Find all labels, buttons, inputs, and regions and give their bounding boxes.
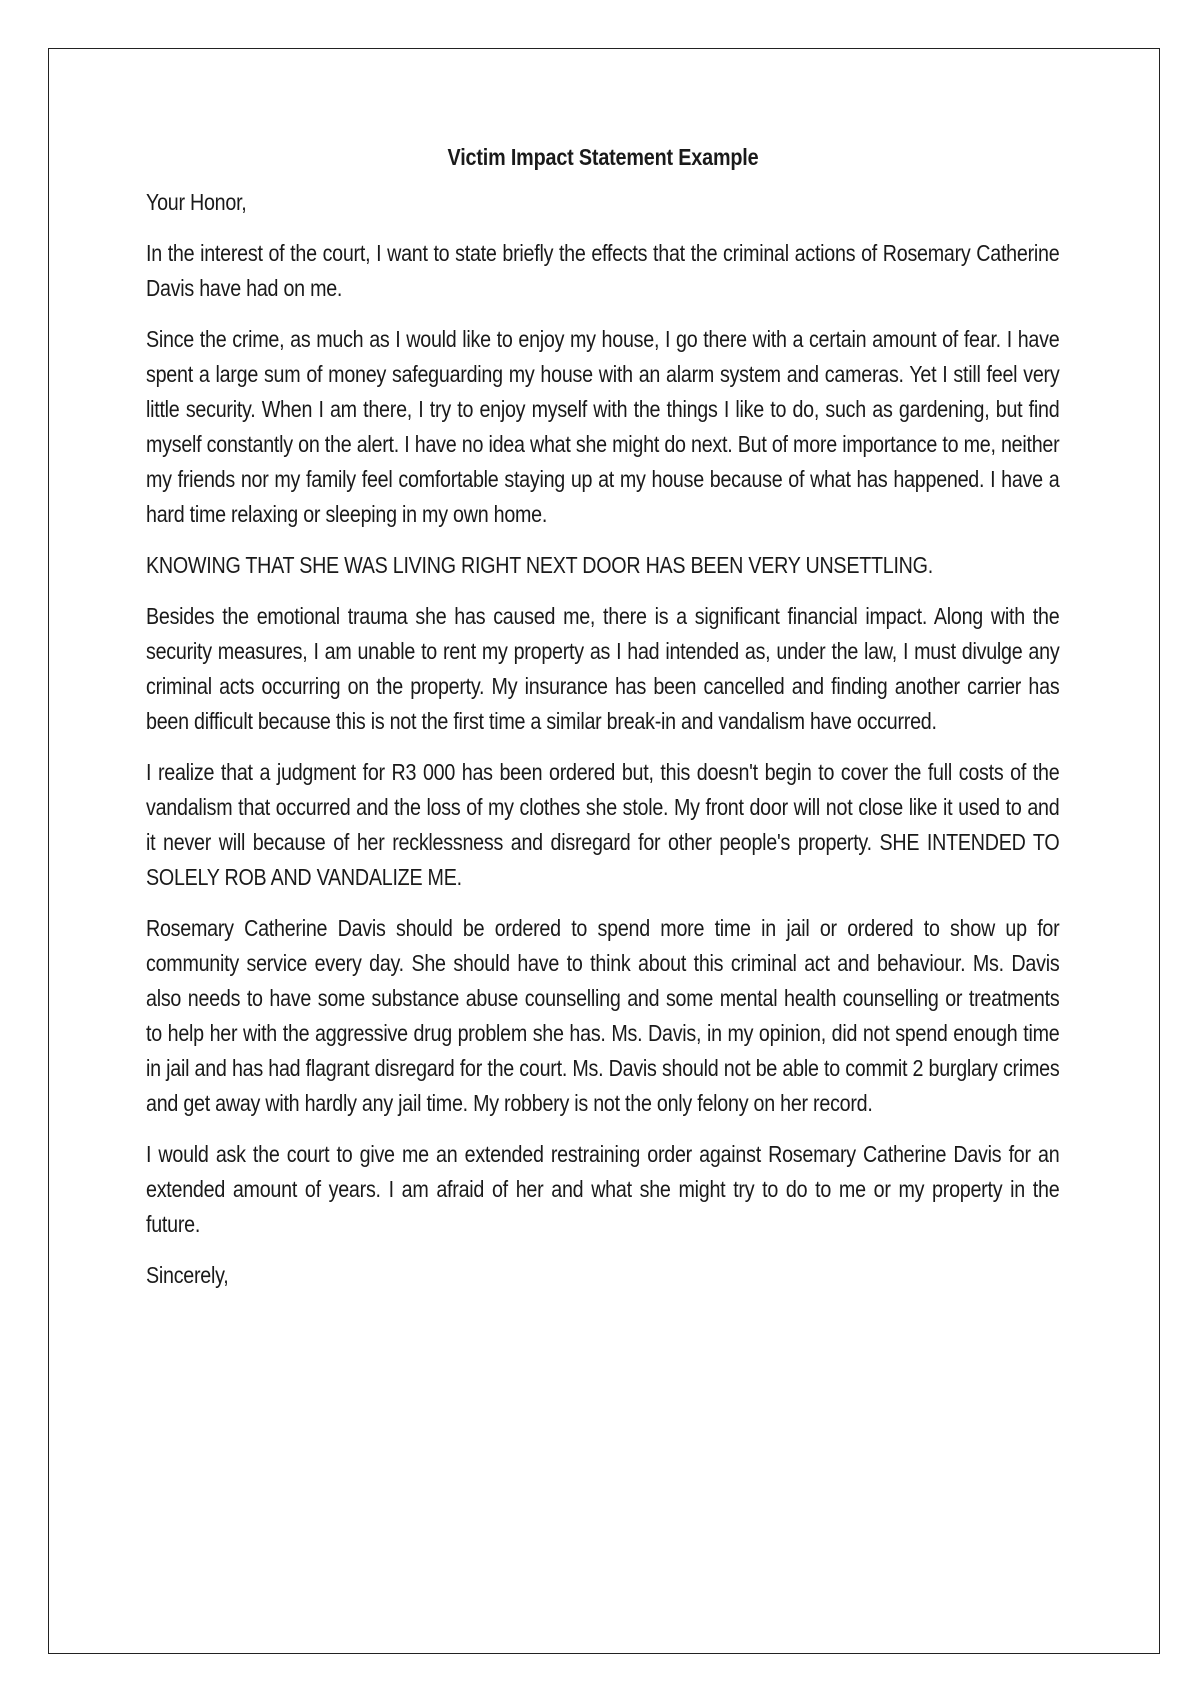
paragraph xyxy=(146,548,1060,583)
salutation xyxy=(146,185,1060,220)
paragraph-text: In the interest of the court, I want to state briefly the effects that the criminal actions of Rosemary Catherine Davis have had on me. xyxy=(146,240,1060,301)
paragraph-text: Since the crime, as much as I would like to enjoy my house, I go there with a certain amount of fear. I have spent a large sum of money safeguarding my house with an alarm system and cameras. Yet I still feel very little security. When I am there, I try to enjoy myself with the things I like to do, such as gardening, but find myself constantly on the alert. I have no idea what she might do next. But of more importance to me, neither my friends nor my family feel comfortable staying up at my house because of what has happened. I have a hard time relaxing or sleeping in my own home. xyxy=(146,326,1060,527)
closing xyxy=(146,1258,1060,1293)
paragraph-text: KNOWING THAT SHE WAS LIVING RIGHT NEXT DOOR HAS BEEN VERY UNSETTLING. xyxy=(146,552,933,578)
paragraph-text: I would ask the court to give me an extended restraining order against Rosemary Catherine Davis for an extended amount of years. I am afraid of her and what she might try to do to me or my property in the future. xyxy=(146,1141,1060,1237)
paragraph-text: Besides the emotional trauma she has caused me, there is a significant financial impact. Along with the security measures, I am unable to rent my property as I had intended as, under the law, I must divulge any criminal acts occurring on the property. My insurance has been cancelled and finding another carrier has been difficult because this is not the first time a similar break-in and vandalism have occurred. xyxy=(146,603,1060,734)
paragraph xyxy=(146,599,1060,739)
paragraph xyxy=(146,755,1060,895)
paragraph xyxy=(146,322,1060,532)
salutation-text: Your Honor, xyxy=(146,189,247,215)
paragraph xyxy=(146,911,1060,1121)
document-body xyxy=(146,144,1060,1309)
closing-text: Sincerely, xyxy=(146,1262,229,1288)
paragraph-text: Rosemary Catherine Davis should be ordered to spend more time in jail or ordered to show up for community service every day. She should have to think about this criminal act and behaviour. Ms. Davis also needs to have some substance abuse counselling and some mental health counselling or treatments to help her with the aggressive drug problem she has. Ms. Davis, in my opinion, did not spend enough time in jail and has had flagrant disregard for the court. Ms. Davis should not be able to commit 2 burglary crimes and get away with hardly any jail time. My robbery is not the only felony on her record. xyxy=(146,915,1060,1116)
paragraph-text: I realize that a judgment for R3 000 has been ordered but, this doesn't begin to cover the full costs of the vandalism that occurred and the loss of my clothes she stole. My front door will not close like it used to and it never will because of her recklessness and disregard for other people's property. SHE INTENDED TO SOLELY ROB AND VANDALIZE ME. xyxy=(146,759,1060,890)
paragraph xyxy=(146,236,1060,306)
paragraph xyxy=(146,1137,1060,1242)
document-title: Victim Impact Statement Example xyxy=(447,144,759,170)
